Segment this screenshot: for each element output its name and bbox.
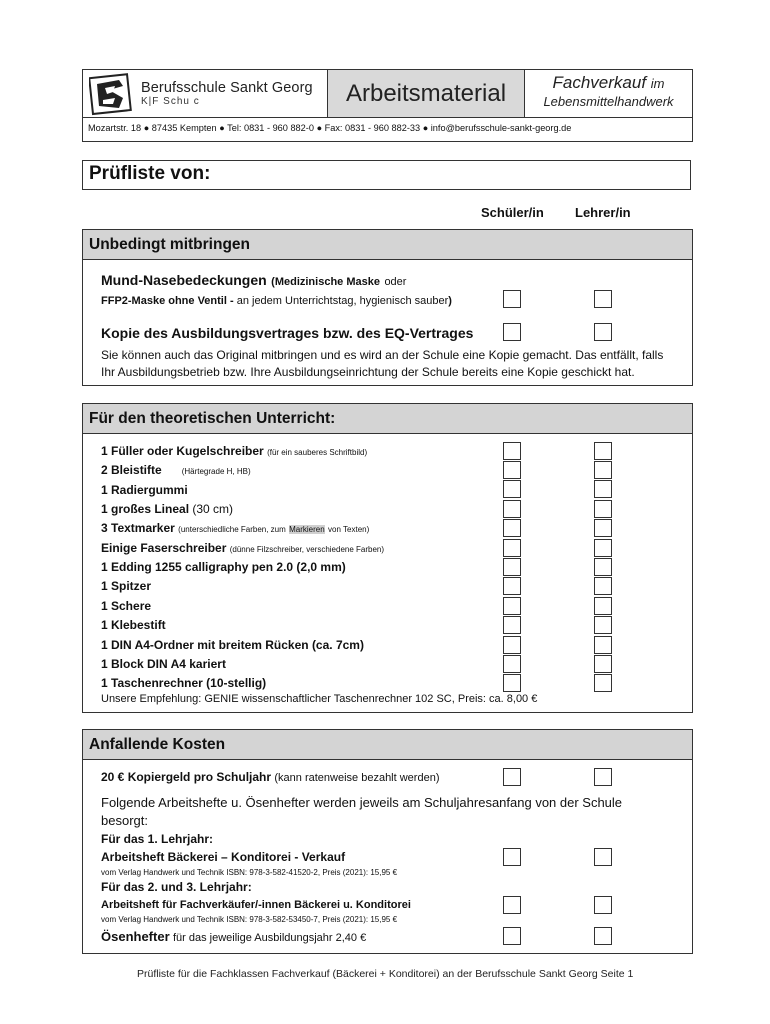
workbook-1-publisher: vom Verlag Handwerk und Technik ISBN: 978-3-582-41520-2, Preis (2021): 15,95 € <box>101 868 398 877</box>
checkbox-lehrer[interactable] <box>594 461 612 479</box>
checkbox-schueler[interactable] <box>503 597 521 615</box>
checkbox-schueler[interactable] <box>503 442 521 460</box>
checkbox-lehrer-contract[interactable] <box>594 323 612 341</box>
school-name: Berufsschule Sankt Georg <box>141 80 313 96</box>
list-item: 1 Taschenrechner (10-stellig) <box>101 676 267 690</box>
checkbox-schueler[interactable] <box>503 655 521 673</box>
checkbox-schueler[interactable] <box>503 539 521 557</box>
school-subtitle: K|F Schu c <box>141 96 200 107</box>
list-item: 1 Edding 1255 calligraphy pen 2.0 (2,0 mm) <box>101 560 346 574</box>
list-item: 1 DIN A4-Ordner mit breitem Rücken (ca. 7cm) <box>101 638 364 652</box>
checkbox-schueler-mask[interactable] <box>503 290 521 308</box>
checkbox-lehrer[interactable] <box>594 674 612 692</box>
section-costs <box>82 729 693 954</box>
checkbox-lehrer[interactable] <box>594 480 612 498</box>
workbook-1: Arbeitsheft Bäckerei – Konditorei - Verkauf <box>101 850 346 864</box>
checkbox-lehrer[interactable] <box>594 896 612 914</box>
checkbox-schueler[interactable] <box>503 616 521 634</box>
course-main: Fachverkauf <box>552 73 647 92</box>
workbook-2-publisher: vom Verlag Handwerk und Technik ISBN: 978-3-582-53450-7, Preis (2021): 15,95 € <box>101 915 398 924</box>
checkbox-lehrer[interactable] <box>594 500 612 518</box>
item-mask: Mund-Nasebedeckungen (Medizinische Maske oder <box>101 272 407 288</box>
course-cell <box>525 70 692 117</box>
year1-heading: Für das 1. Lehrjahr: <box>101 832 214 846</box>
list-item: 1 Radiergummi <box>101 483 188 497</box>
ring-binder: Ösenhefter für das jeweilige Ausbildungsjahr 2,40 € <box>101 929 367 944</box>
checkbox-schueler[interactable] <box>503 461 521 479</box>
checkbox-lehrer[interactable] <box>594 577 612 595</box>
letterhead <box>82 69 693 142</box>
school-logo-cell <box>83 70 327 117</box>
section-mandatory <box>82 229 693 386</box>
page-footer: Prüfliste für die Fachklassen Fachverkauf (Bäckerei + Konditorei) an der Berufsschule Sankt Georg Seite 1 <box>137 968 634 980</box>
checkbox-lehrer[interactable] <box>594 655 612 673</box>
contract-note-line1: Sie können auch das Original mitbringen und es wird an der Schule eine Kopie gemacht. Das entfällt, falls <box>101 348 664 362</box>
checkbox-schueler[interactable] <box>503 927 521 945</box>
checkbox-lehrer-mask[interactable] <box>594 290 612 308</box>
list-item: 1 Schere <box>101 599 152 613</box>
checkbox-lehrer[interactable] <box>594 558 612 576</box>
checkbox-schueler[interactable] <box>503 848 521 866</box>
list-item: 1 Spitzer <box>101 579 152 593</box>
list-item: 3 Textmarker (unterschiedliche Farben, zum Markieren von Texten) <box>101 521 370 535</box>
section-heading: Für den theoretischen Unterricht: <box>83 404 692 434</box>
list-item: Einige Faserschreiber (dünne Filzschreiber, verschiedene Farben) <box>101 541 385 555</box>
section-theory <box>82 403 693 713</box>
cost-copy-money: 20 € Kopiergeld pro Schuljahr (kann ratenweise bezahlt werden) <box>101 770 440 784</box>
workbook-2: Arbeitsheft für Fachverkäufer/-innen Bäckerei u. Konditorei <box>101 899 411 911</box>
checkbox-lehrer[interactable] <box>594 768 612 786</box>
section-heading: Anfallende Kosten <box>83 730 692 760</box>
section-heading: Unbedingt mitbringen <box>83 230 692 260</box>
checkbox-schueler[interactable] <box>503 500 521 518</box>
year2-heading: Für das 2. und 3. Lehrjahr: <box>101 880 252 894</box>
list-item: 1 Füller oder Kugelschreiber (für ein sauberes Schriftbild) <box>101 444 368 458</box>
checkbox-lehrer[interactable] <box>594 519 612 537</box>
contract-note-line2: Ihr Ausbildungsbetrieb bzw. Ihre Ausbildungseinrichtung der Schule bereits eine Kopie geschickt hat. <box>101 365 635 379</box>
calculator-recommendation: Unsere Empfehlung: GENIE wissenschaftlicher Taschenrechner 102 SC, Preis: ca. 8,00 € <box>101 693 538 705</box>
workbooks-text-line1: Folgende Arbeitshefte u. Ösenhefter werden jeweils am Schuljahresanfang von der Schule <box>101 795 623 810</box>
list-item: 1 Block DIN A4 kariert <box>101 657 226 671</box>
school-address: Mozartstr. 18 ● 87435 Kempten ● Tel: 0831 - 960 882-0 ● Fax: 0831 - 960 882-33 ● info@berufsschule-sankt-georg.de <box>88 123 572 133</box>
list-item: 1 großes Lineal (30 cm) <box>101 502 234 516</box>
column-header-lehrer: Lehrer/in <box>575 205 631 220</box>
checkbox-lehrer[interactable] <box>594 848 612 866</box>
checkbox-schueler[interactable] <box>503 768 521 786</box>
checkbox-schueler[interactable] <box>503 896 521 914</box>
checkbox-schueler[interactable] <box>503 636 521 654</box>
checkbox-lehrer[interactable] <box>594 442 612 460</box>
document-title: Arbeitsmaterial <box>327 70 525 117</box>
checkbox-schueler[interactable] <box>503 577 521 595</box>
checklist-title: Prüfliste von: <box>82 160 691 190</box>
item-contract-copy: Kopie des Ausbildungsvertrages bzw. des EQ-Vertrages <box>101 325 474 341</box>
list-item: 1 Klebestift <box>101 618 166 632</box>
checkbox-lehrer[interactable] <box>594 597 612 615</box>
checkbox-schueler[interactable] <box>503 558 521 576</box>
course-sub: Lebensmittelhandwerk <box>543 94 674 109</box>
checkbox-schueler[interactable] <box>503 480 521 498</box>
checkbox-lehrer[interactable] <box>594 636 612 654</box>
checkbox-lehrer[interactable] <box>594 539 612 557</box>
checkbox-schueler-contract[interactable] <box>503 323 521 341</box>
list-item: 2 Bleistifte (Härtegrade H, HB) <box>101 463 251 477</box>
column-header-schueler: Schüler/in <box>481 205 544 220</box>
checkbox-lehrer[interactable] <box>594 616 612 634</box>
workbooks-text-line2: besorgt: <box>101 813 148 828</box>
item-mask-line2: FFP2-Maske ohne Ventil - an jedem Unterrichtstag, hygienisch sauber) <box>101 295 452 307</box>
checkbox-schueler[interactable] <box>503 674 521 692</box>
school-logo-icon <box>89 72 133 116</box>
checkbox-lehrer[interactable] <box>594 927 612 945</box>
checkbox-schueler[interactable] <box>503 519 521 537</box>
course-im: im <box>650 76 665 91</box>
